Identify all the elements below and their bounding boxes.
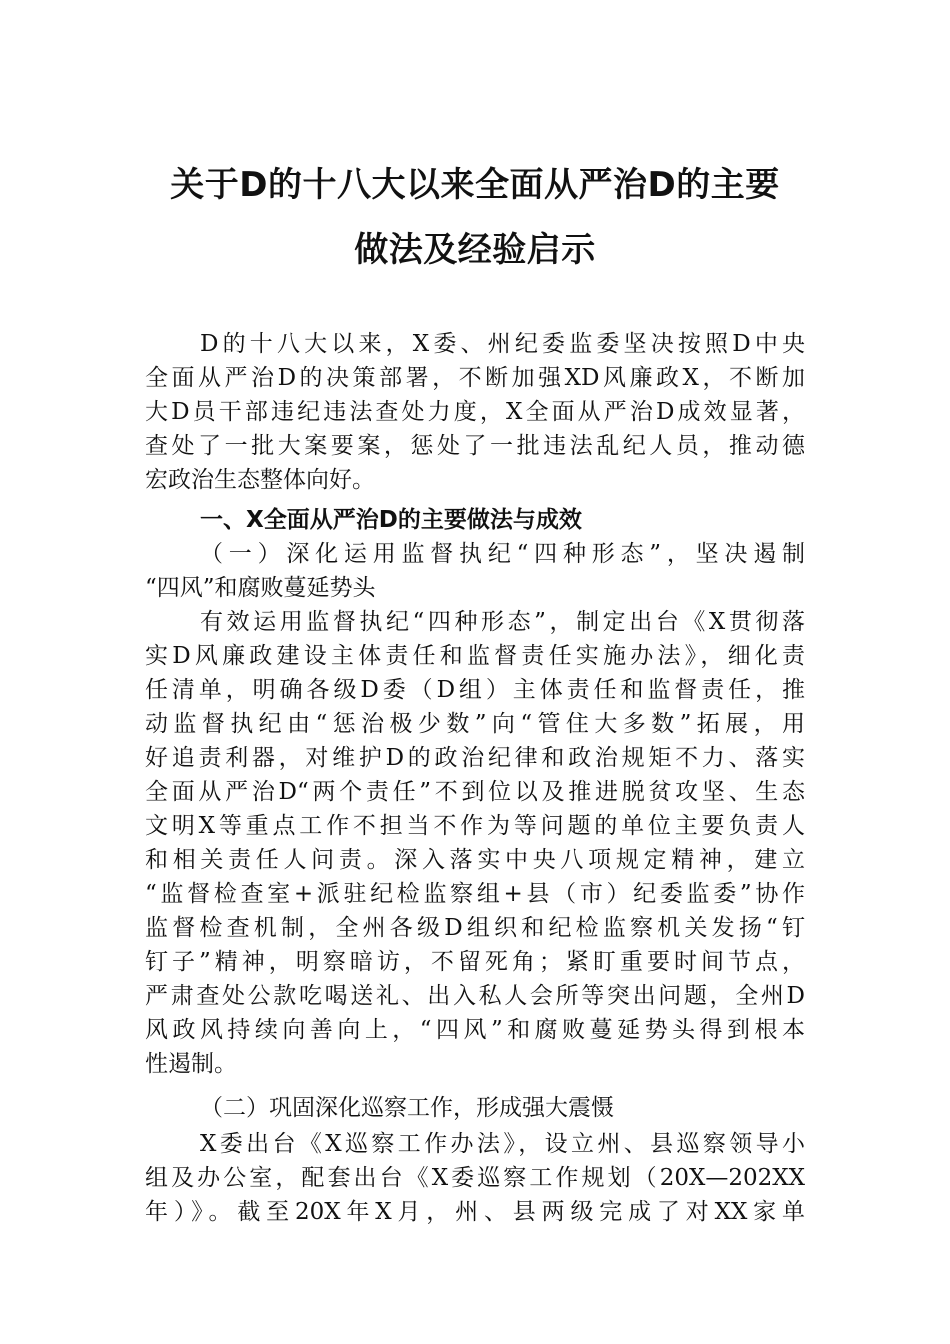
body-line: 钉子”精神，明察暗访，不留死角；紧盯重要时间节点， [145,949,805,975]
body-line: 监督检查机制，全州各级D组织和纪检监察机关发扬“钉 [145,915,805,941]
body-line: 年）》。截至20X年X月，州、县两级完成了对XX家单 [145,1199,805,1225]
body-line: 文明X等重点工作不担当不作为等问题的单位主要负责人 [145,813,805,839]
intro-line: D的十八大以来，X委、州纪委监委坚决按照D中央 [200,331,805,357]
body-line: 和相关责任人问责。深入落实中央八项规定精神，建立 [145,847,805,873]
intro-line: 宏政治生态整体向好。 [145,467,375,493]
body-line: “监督检查室+派驻纪检监察组+县（市）纪委监委”协作 [145,881,805,907]
body-line: 组及办公室，配套出台《X委巡察工作规划（20X—202XX [145,1165,805,1191]
intro-line: 大D员干部违纪违法查处力度，X全面从严治D成效显著， [145,399,805,425]
body-line: 有效运用监督执纪“四种形态”，制定出台《X贯彻落 [200,609,805,635]
body-line: 性遏制。 [145,1051,237,1077]
document-title-line-2: 做法及经验启示 [354,230,596,270]
body-line: 任清单，明确各级D委（D组）主体责任和监督责任，推 [145,677,805,703]
document-title-line-1: 关于D的十八大以来全面从严治D的主要 [170,165,780,205]
subsection-heading-line: （二）巩固深化巡察工作，形成强大震慑 [200,1095,614,1121]
body-line: X委出台《X巡察工作办法》，设立州、县巡察领导小 [200,1131,805,1157]
body-line: 全面从严治D“两个责任”不到位以及推进脱贫攻坚、生态 [145,779,805,805]
section-heading: 一、X全面从严治D的主要做法与成效 [200,507,582,533]
body-line: 风政风持续向善向上，“四风”和腐败蔓延势头得到根本 [145,1017,805,1043]
intro-line: 全面从严治D的决策部署，不断加强XD风廉政X，不断加 [145,365,805,391]
intro-line: 查处了一批大案要案，惩处了一批违法乱纪人员，推动德 [145,433,805,459]
subsection-heading-line: （一）深化运用监督执纪“四种形态”，坚决遏制 [200,541,805,567]
body-line: 实D风廉政建设主体责任和监督责任实施办法》，细化责 [145,643,805,669]
subsection-heading-line: “四风”和腐败蔓延势头 [145,575,376,601]
body-line: 好追责利器，对维护D的政治纪律和政治规矩不力、落实 [145,745,805,771]
body-line: 动监督执纪由“惩治极少数”向“管住大多数”拓展，用 [145,711,805,737]
body-line: 严肃查处公款吃喝送礼、出入私人会所等突出问题，全州D [145,983,805,1009]
